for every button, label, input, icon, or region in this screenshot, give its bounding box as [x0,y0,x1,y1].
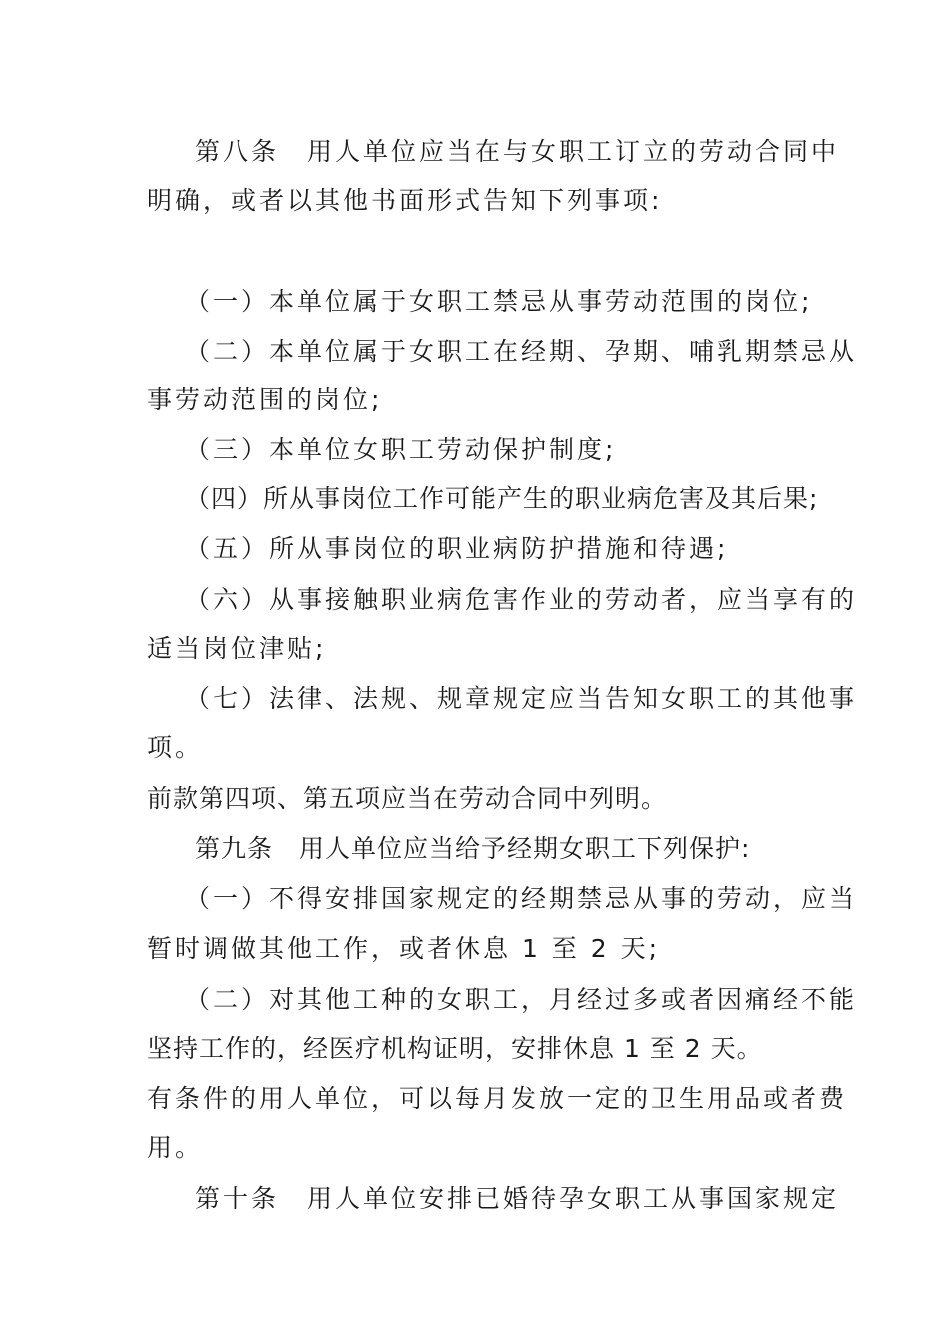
article-9-note-continuation: 用。 [147,1133,204,1162]
article-8-item-6: （六）从事接触职业病危害作业的劳动者，应当享有的 [185,585,858,614]
article-8-item-7-continuation: 项。 [147,733,204,762]
article-8-item-6-continuation: 适当岗位津贴; [147,634,327,663]
article-9-item-2-continuation: 坚持工作的，经医疗机构证明，安排休息 1 至 2 天。 [147,1034,763,1063]
article-8-item-2: （二）本单位属于女职工在经期、孕期、哺乳期禁忌从 [185,337,858,366]
article-8-continuation-line: 明确，或者以其他书面形式告知下列事项: [147,186,663,215]
article-8-item-1: （一）本单位属于女职工禁忌从事劳动范围的岗位; [185,287,813,316]
article-9-item-1: （一）不得安排国家规定的经期禁忌从事的劳动，应当 [185,884,858,913]
article-8-item-4: （四）所从事岗位工作可能产生的职业病危害及其后果; [185,484,819,513]
article-9-item-1-continuation: 暂时调做其他工作，或者休息 1 至 2 天; [147,934,661,963]
article-8-note: 前款第四项、第五项应当在劳动合同中列明。 [147,784,668,813]
article-8-item-7: （七）法律、法规、规章规定应当告知女职工的其他事 [185,684,858,713]
article-8-item-2-continuation: 事劳动范围的岗位; [147,385,383,414]
article-9-note: 有条件的用人单位，可以每月发放一定的卫生用品或者费 [147,1084,848,1113]
article-10-heading-line: 第十条 用人单位安排已婚待孕女职工从事国家规定 [195,1184,840,1213]
article-8-item-3: （三）本单位女职工劳动保护制度; [185,435,617,464]
article-8-heading-line: 第八条 用人单位应当在与女职工订立的劳动合同中 [195,137,840,166]
article-8-item-5: （五）所从事岗位的职业病防护措施和待遇; [185,534,729,563]
article-9-item-2: （二）对其他工种的女职工，月经过多或者因痛经不能 [185,985,858,1014]
article-9-heading-line: 第九条 用人单位应当给予经期女职工下列保护: [195,834,751,863]
